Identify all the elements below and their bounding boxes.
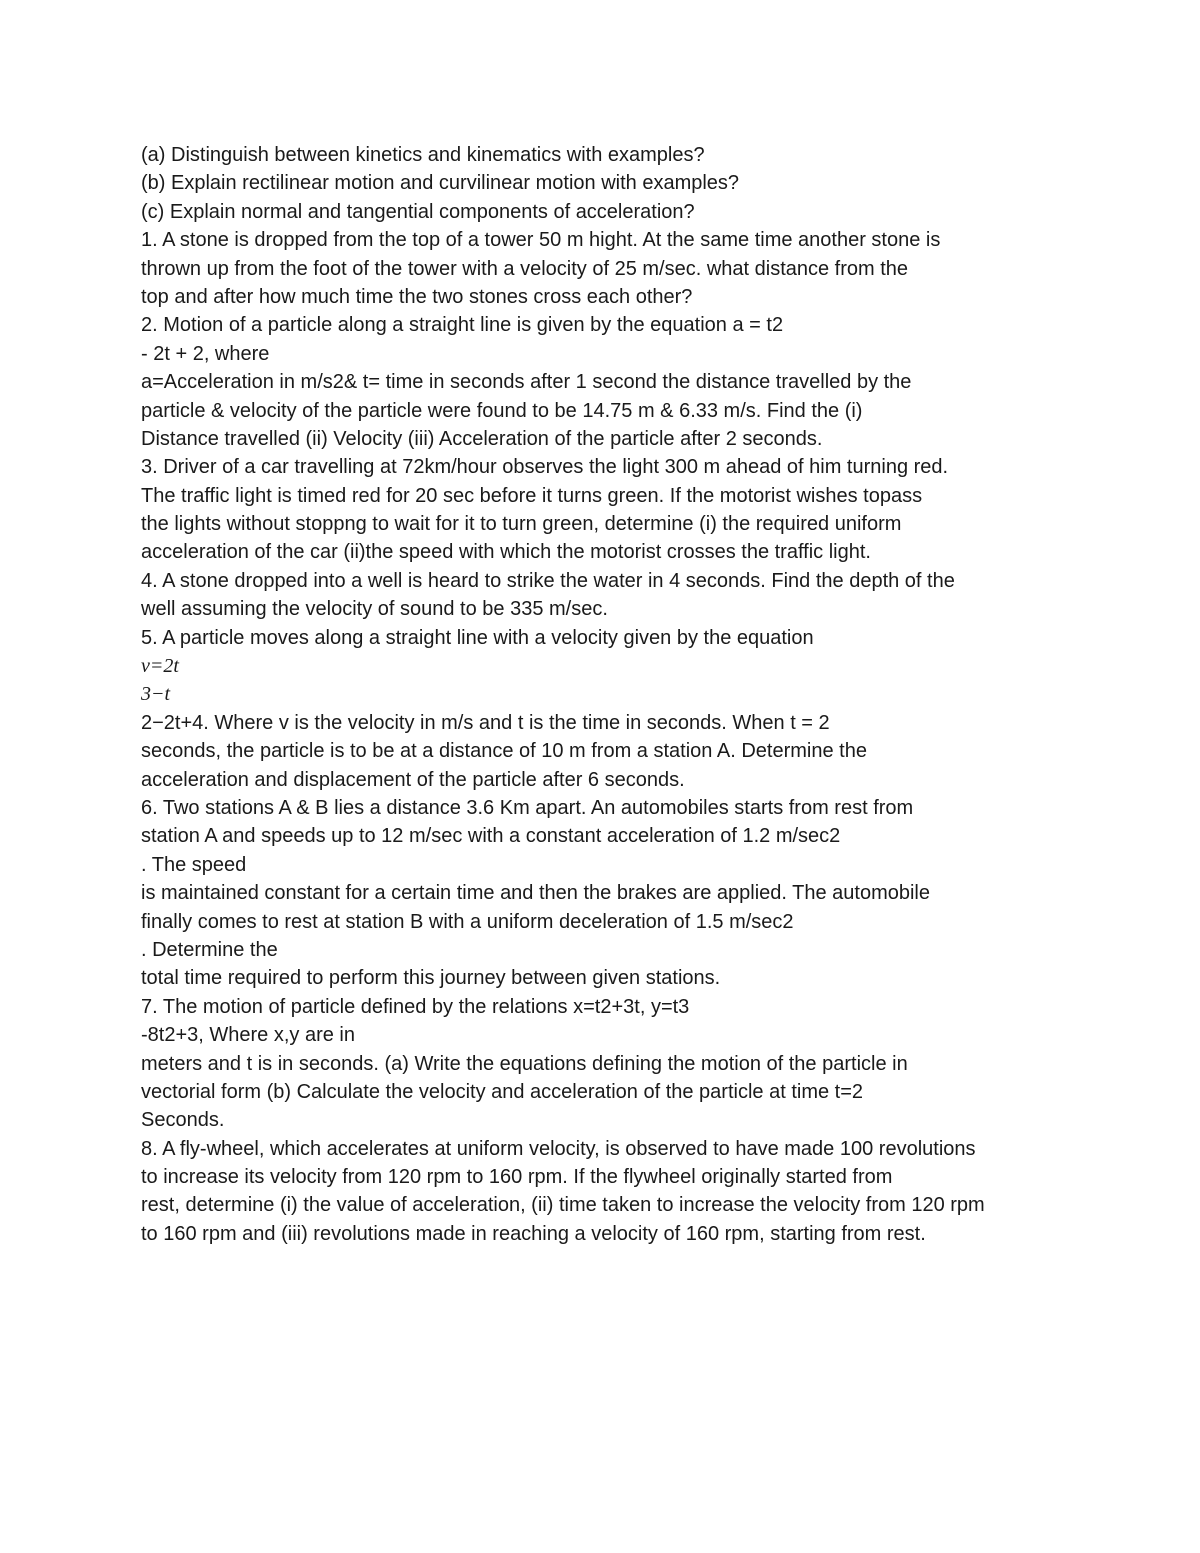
problem-6-line: is maintained constant for a certain time and then the brakes are applied. The automobile bbox=[141, 882, 930, 905]
problem-2-line: - 2t + 2, where bbox=[141, 342, 270, 365]
problem-5-line: 2−2t+4. Where v is the velocity in m/s and t is the time in seconds. When t = 2 bbox=[141, 711, 830, 734]
problem-2-line: 2. Motion of a particle along a straight line is given by the equation a = t2 bbox=[141, 314, 784, 337]
problem-7-line: 7. The motion of particle defined by the relations x=t2+3t, y=t3 bbox=[141, 995, 690, 1018]
question-a-line: (a) Distinguish between kinetics and kinematics with examples? bbox=[141, 144, 705, 166]
problem-5-equation-line: 3−t bbox=[141, 683, 171, 706]
problem-5-line: 5. A particle moves along a straight line with a velocity given by the equation bbox=[141, 626, 814, 649]
problem-4-line: 4. A stone dropped into a well is heard to strike the water in 4 seconds. Find the depth of the bbox=[141, 569, 955, 592]
problem-1-line: top and after how much time the two stones cross each other? bbox=[141, 285, 693, 308]
problem-3-line: acceleration of the car (ii)the speed with which the motorist crosses the traffic light. bbox=[141, 541, 871, 564]
problem-2-line: particle & velocity of the particle were found to be 14.75 m & 6.33 m/s. Find the (i) bbox=[141, 399, 863, 422]
problem-3-line: The traffic light is timed red for 20 sec before it turns green. If the motorist wishes topass bbox=[141, 484, 923, 507]
problem-3-line: 3. Driver of a car travelling at 72km/hour observes the light 300 m ahead of him turning red. bbox=[141, 456, 949, 479]
problem-8-line: to increase its velocity from 120 rpm to 160 rpm. If the flywheel originally started from bbox=[141, 1166, 893, 1189]
problem-6-line: . The speed bbox=[141, 853, 247, 876]
document-body bbox=[141, 141, 1141, 1248]
problem-5-line: seconds, the particle is to be at a distance of 10 m from a station A. Determine the bbox=[141, 740, 867, 763]
problem-2-line: Distance travelled (ii) Velocity (iii) Acceleration of the particle after 2 seconds. bbox=[141, 427, 823, 450]
question-c-line: (c) Explain normal and tangential components of acceleration? bbox=[141, 200, 695, 223]
problem-6-line: station A and speeds up to 12 m/sec with a constant acceleration of 1.2 m/sec2 bbox=[141, 825, 841, 848]
problem-6-line: finally comes to rest at station B with a uniform deceleration of 1.5 m/sec2 bbox=[141, 910, 794, 933]
question-b-line: (b) Explain rectilinear motion and curvilinear motion with examples? bbox=[141, 172, 740, 195]
problem-8-line: 8. A fly-wheel, which accelerates at uniform velocity, is observed to have made 100 revolutions bbox=[141, 1137, 976, 1160]
problem-8-line: to 160 rpm and (iii) revolutions made in reaching a velocity of 160 rpm, starting from rest. bbox=[141, 1222, 926, 1245]
problem-7-line: Seconds. bbox=[141, 1109, 225, 1132]
problem-6-line: . Determine the bbox=[141, 938, 278, 961]
problem-7-line: -8t2+3, Where x,y are in bbox=[141, 1024, 355, 1047]
problem-6-line: total time required to perform this journey between given stations. bbox=[141, 967, 721, 990]
problem-2-line: a=Acceleration in m/s2& t= time in seconds after 1 second the distance travelled by the bbox=[141, 371, 912, 394]
problem-1-line: 1. A stone is dropped from the top of a tower 50 m hight. At the same time another stone is bbox=[141, 229, 941, 252]
problem-5-line: acceleration and displacement of the particle after 6 seconds. bbox=[141, 768, 685, 791]
problem-3-line: the lights without stoppng to wait for it to turn green, determine (i) the required uniform bbox=[141, 513, 902, 536]
problem-1-line: thrown up from the foot of the tower with a velocity of 25 m/sec. what distance from the bbox=[141, 257, 909, 280]
problem-8-line: rest, determine (i) the value of acceleration, (ii) time taken to increase the velocity from 120 rpm bbox=[141, 1194, 985, 1217]
problem-5-equation-line: v=2t bbox=[141, 655, 179, 678]
problem-6-line: 6. Two stations A & B lies a distance 3.6 Km apart. An automobiles starts from rest from bbox=[141, 796, 914, 819]
problem-4-line: well assuming the velocity of sound to be 335 m/sec. bbox=[141, 598, 608, 621]
problem-7-line: vectorial form (b) Calculate the velocity and acceleration of the particle at time t=2 bbox=[141, 1080, 864, 1103]
problem-7-line: meters and t is in seconds. (a) Write the equations defining the motion of the particle in bbox=[141, 1052, 908, 1075]
